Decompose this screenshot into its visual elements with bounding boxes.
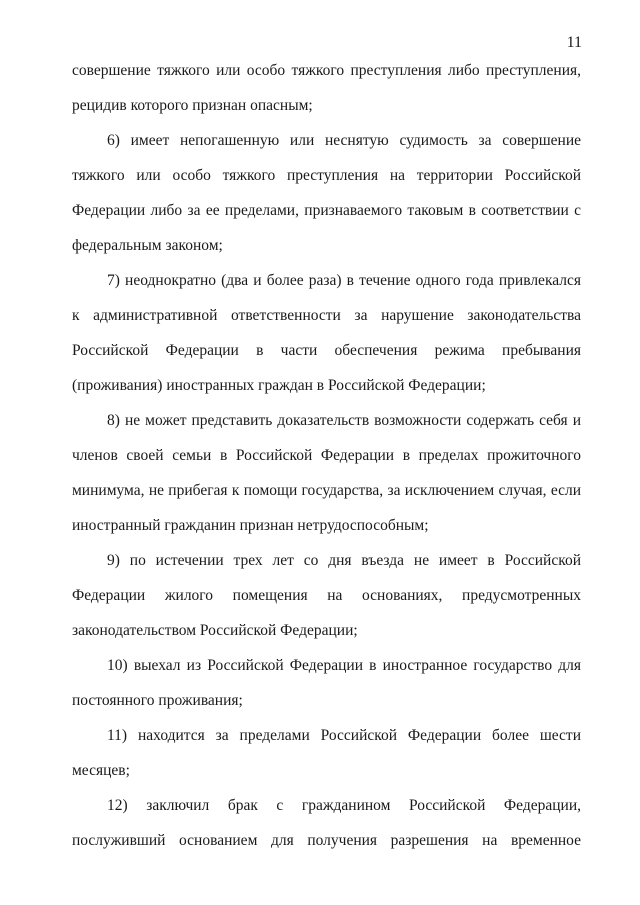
text-line: рецидив которого признан опасным; <box>72 97 313 114</box>
text-line: 6) имеет непогашенную или неснятую судимость за совершение <box>107 132 581 149</box>
text-line: 12) заключил брак с гражданином Российской Федерации, <box>107 797 581 814</box>
text-line: иностранный гражданин признан нетрудоспособным; <box>72 517 429 534</box>
text-line: Федерации жилого помещения на основаниях, предусмотренных <box>72 587 581 604</box>
text-line: 7) неоднократно (два и более раза) в течение одного года привлекался <box>107 272 581 289</box>
text-line: (проживания) иностранных граждан в Российской Федерации; <box>72 377 486 394</box>
text-line: Российской Федерации в части обеспечения режима пребывания <box>72 342 581 359</box>
text-line: 9) по истечении трех лет со дня въезда не имеет в Российской <box>107 552 581 569</box>
text-line: совершение тяжкого или особо тяжкого преступления либо преступления, <box>72 62 581 79</box>
text-line: тяжкого или особо тяжкого преступления на территории Российской <box>72 167 581 184</box>
text-line: 10) выехал из Российской Федерации в иностранное государство для <box>107 657 581 674</box>
text-line: послуживший основанием для получения разрешения на временное <box>72 832 581 849</box>
text-line: членов своей семьи в Российской Федерации в пределах прожиточного <box>72 447 581 464</box>
page-number: 11 <box>566 34 582 51</box>
text-line: 11) находится за пределами Российской Федерации более шести <box>107 727 581 744</box>
text-line: к административной ответственности за нарушение законодательства <box>72 307 581 324</box>
text-line: Федерации либо за ее пределами, признаваемого таковым в соответствии с <box>72 202 581 219</box>
text-line: 8) не может представить доказательств возможности содержать себя и <box>107 412 581 429</box>
text-line: законодательством Российской Федерации; <box>72 622 358 639</box>
text-line: минимума, не прибегая к помощи государства, за исключением случая, если <box>72 482 581 499</box>
text-line: месяцев; <box>72 762 130 779</box>
text-line: федеральным законом; <box>72 237 223 254</box>
text-line: постоянного проживания; <box>72 692 243 709</box>
